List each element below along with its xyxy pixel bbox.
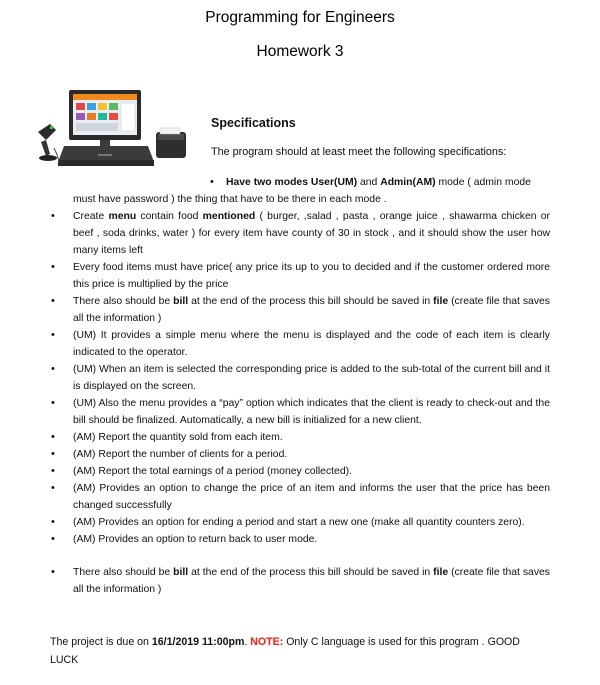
- bullet-icon: •: [51, 516, 55, 528]
- list-item: [50, 446, 550, 463]
- bullet-icon: •: [51, 533, 55, 545]
- list-item-text: There also should be: [73, 296, 174, 307]
- due-date-note: [50, 633, 546, 669]
- document-title: Programming for Engineers: [205, 9, 395, 26]
- list-item: [50, 208, 550, 259]
- list-item-text: Create: [73, 211, 109, 222]
- list-item-text: (AM) Report the total earnings of a period (money collected).: [73, 466, 352, 477]
- homework-title: Homework 3: [256, 43, 344, 60]
- list-item-bold: mentioned: [202, 211, 256, 222]
- footer-text: .: [244, 636, 248, 648]
- list-item: [50, 531, 550, 548]
- list-item-text: (AM) Provides an option to change the price of an item and informs the user that the price has been changed successfully: [73, 483, 550, 511]
- list-item-text: Every food items must have price( any price its up to you to decided and if the customer ordered more this price is multiplied by the price: [73, 262, 550, 290]
- list-item-text: (UM) It provides a simple menu where the menu is displayed and the code of each item is clearly indicated to the operator.: [73, 330, 550, 358]
- bullet-icon: •: [51, 448, 55, 460]
- bullet-icon: •: [210, 176, 214, 188]
- pos-terminal-icon: [36, 88, 196, 168]
- bullet-icon: •: [51, 431, 55, 443]
- list-item-bold: bill: [173, 296, 189, 307]
- list-item-bold: bill: [173, 567, 189, 578]
- list-item-text: contain food: [136, 211, 203, 222]
- list-item: [50, 259, 550, 293]
- list-item-bold: file: [433, 567, 449, 578]
- list-item-text: must have password ) the thing that have to be there in each mode .: [73, 194, 387, 205]
- bullet-icon: •: [51, 566, 55, 578]
- list-item: [50, 564, 550, 598]
- footer-text: Only C language is used for this program . GOOD LUCK: [50, 636, 520, 666]
- list-item-text: (UM) Also the menu provides a “pay” option which indicates that the client is ready to check-out and the bill should be finalized. Automatically, a new bill is initialized for a new client.: [73, 398, 550, 426]
- list-item: [50, 514, 550, 531]
- spacer: [50, 548, 550, 564]
- list-item: [50, 174, 550, 208]
- list-item-bold: file: [433, 296, 449, 307]
- list-item: [50, 463, 550, 480]
- list-item: [50, 429, 550, 446]
- list-item-text: at the end of the process this bill should be saved in: [188, 296, 434, 307]
- list-item-text: (UM) When an item is selected the corresponding price is added to the sub-total of the current bill and it is displayed on the screen.: [73, 364, 550, 392]
- specifications-list: [50, 174, 550, 598]
- specifications-intro: The program should at least meet the following specifications:: [211, 146, 507, 158]
- list-item-text: (AM) Report the number of clients for a period.: [73, 449, 288, 460]
- list-item-text: (AM) Provides an option to return back to user mode.: [73, 534, 318, 545]
- bullet-icon: •: [51, 397, 55, 409]
- note-label: NOTE:: [250, 636, 284, 648]
- list-item-text: (create file that saves all the information ): [73, 567, 550, 595]
- due-date: 16/1/2019 11:00pm: [151, 636, 245, 648]
- list-item: [50, 395, 550, 429]
- list-item-bold: Have two modes User(UM): [226, 177, 358, 188]
- bullet-icon: •: [51, 465, 55, 477]
- list-item-bold: menu: [108, 211, 137, 222]
- list-item: [50, 480, 550, 514]
- list-item-text: (create file that saves all the information ): [73, 296, 550, 324]
- list-item-text: mode ( admin mode: [435, 177, 531, 188]
- bullet-icon: •: [51, 482, 55, 494]
- bullet-icon: •: [51, 329, 55, 341]
- list-item-bold: Admin(AM): [380, 177, 436, 188]
- bullet-icon: •: [51, 261, 55, 273]
- list-item-text: at the end of the process this bill should be saved in: [188, 567, 434, 578]
- footer-text: The project is due on: [50, 636, 152, 648]
- bullet-icon: •: [51, 210, 55, 222]
- list-item-text: There also should be: [73, 567, 174, 578]
- list-item-text: (AM) Report the quantity sold from each item.: [73, 432, 283, 443]
- bullet-icon: •: [51, 295, 55, 307]
- list-item-text: and: [357, 177, 381, 188]
- list-item: [50, 327, 550, 361]
- list-item-text: ( burger, ,salad , pasta , orange juice , shawarma chicken or beef , soda drinks, water ) for every item have county of 30 in stock , and it should show the user how many items left: [73, 211, 551, 256]
- list-item-text: (AM) Provides an option for ending a period and start a new one (make all quantity counters zero).: [73, 517, 525, 528]
- specifications-heading: Specifications: [211, 116, 296, 130]
- list-item: [50, 361, 550, 395]
- bullet-icon: •: [51, 363, 55, 375]
- list-item: [50, 293, 550, 327]
